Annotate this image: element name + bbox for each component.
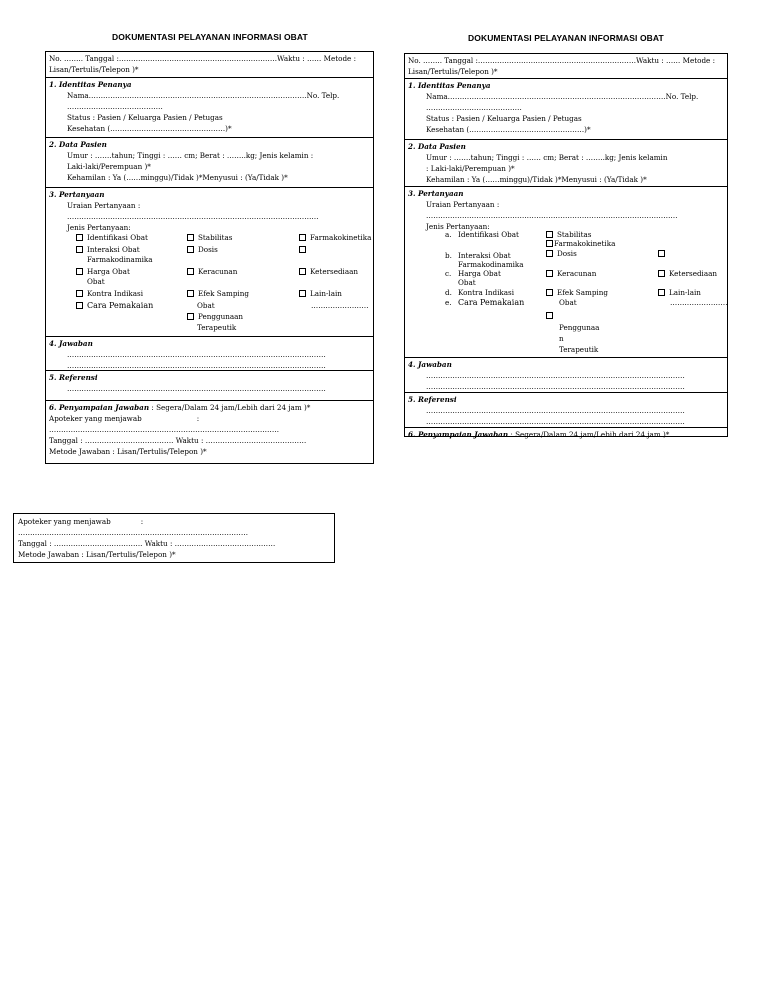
option-letter: d. [445,288,452,297]
checkbox-icon[interactable] [76,268,83,275]
option-kontra: Kontra Indikasi [458,288,515,297]
right-form [404,53,728,437]
section-heading: 2. Data Pasien [49,140,107,149]
option-lainlain[interactable] [658,288,701,298]
header-row [46,52,373,78]
referensi-dots: ……………………………………………………………………………………………… [426,417,685,426]
option-label: Lain-lain [310,289,342,298]
kehamilan-field: Kehamilan : Ya (……minggu)/Tidak )*Menyusui : (Ya/Tidak )* [426,175,647,184]
checkbox-icon[interactable] [187,290,194,297]
option-subtext: Obat [87,277,105,286]
section-identitas [405,79,727,140]
checkbox-icon[interactable] [187,268,194,275]
option-letter: c. [445,269,452,278]
option-cara: Cara Pemakaian [458,298,525,307]
option-label: Efek Samping [557,288,608,297]
option-kontra[interactable] [76,289,143,299]
jawaban-dots: ……………………………………………………………………………………………… [67,361,326,370]
option-label: Stabilitas [198,233,233,242]
umur-field: Umur : …….tahun; Tinggi : …… cm; Berat : ……..kg; Jenis kelamin : [67,151,314,160]
uraian-label: Uraian Pertanyaan : [67,201,141,210]
status-field: Status : Pasien / Keluarga Pasien / Petugas [426,114,582,123]
apoteker-label: Apoteker yang menjawab [18,517,111,526]
section-jawaban [46,337,373,371]
checkbox-icon[interactable] [299,234,306,241]
jenis-label: Jenis Pertanyaan: [67,223,131,232]
option-label: Keracunan [198,267,238,276]
checkbox-icon[interactable] [76,246,83,253]
colon: : [196,414,200,423]
apoteker-box [13,513,335,563]
option-label: Dosis [557,249,577,258]
apoteker-dots: …………………………………………………………………………………… [49,425,279,434]
apoteker-dots: …………………………………………………………………………………… [18,528,248,537]
section-heading: 6. Penyampaian Jawaban [408,430,509,439]
uraian-dots: …………………………………………………………………………………………… [426,211,678,220]
option-cara[interactable] [76,301,153,311]
option-keracunan[interactable] [187,267,237,277]
option-interaksi[interactable] [76,245,140,255]
referensi-dots: ……………………………………………………………………………………………… [67,384,326,393]
option-subtext: Terapeutik [197,323,237,332]
metode-line: Metode Jawaban : Lisan/Tertulis/Telepon )* [49,447,207,456]
checkbox-icon[interactable] [546,312,553,319]
checkbox-icon[interactable] [299,290,306,297]
option-identifikasi[interactable] [76,233,148,243]
header-line-1: No. …….. Tanggal :…………………………………………………………Waktu : …… Metode : [49,54,357,63]
section-heading: 3. Pertanyaan [49,190,105,199]
section-identitas [46,78,373,138]
option-dosis[interactable] [187,245,218,255]
jawaban-dots: ……………………………………………………………………………………………… [426,382,685,391]
option-label: Keracunan [557,269,597,278]
checkbox-icon[interactable] [299,246,306,253]
apoteker-line [49,413,370,424]
option-label: Stabilitas [557,230,592,239]
header-row [405,54,727,79]
section-pertanyaan [405,187,727,358]
jawaban-dots: ……………………………………………………………………………………………… [426,371,685,380]
jenis-kelamin-field: : Laki-laki/Perempuan )* [426,164,515,173]
section-heading: 5. Referensi [408,395,457,404]
penyampaian-text: : Segera/Dalam 24 jam/Lebih dari 24 jam )* [508,430,670,439]
option-subtext: Obat [197,301,215,310]
section-heading: 1. Identitas Penanya [408,81,491,90]
option-label: Interaksi Obat [87,245,140,254]
jenis-kelamin-field: Laki-laki/Perempuan )* [67,162,151,171]
header-line-2: Lisan/Tertulis/Telepon )* [408,67,498,76]
checkbox-icon[interactable] [658,289,665,296]
kesehatan-field: Kesehatan (…………………………………………)* [67,124,232,133]
colon: : [140,517,144,526]
umur-field: Umur : …….tahun; Tinggi : …… cm; Berat : ……..kg; Jenis kelamin [426,153,668,162]
jawaban-dots: ……………………………………………………………………………………………… [67,350,326,359]
option-harga[interactable] [76,267,130,277]
option-ketersediaan[interactable] [658,269,717,279]
left-form-title: DOKUMENTASI PELAYANAN INFORMASI OBAT [112,32,308,42]
option-label: Ketersediaan [310,267,359,276]
option-farmakokinetika[interactable] [299,233,371,243]
nama-field: Nama……………………………………………………………………………….No. Telp. [426,92,699,101]
kehamilan-field: Kehamilan : Ya (……minggu)/Tidak )*Menyusui : (Ya/Tidak )* [67,173,288,182]
uraian-dots: …………………………………………………………………………………………… [67,212,319,221]
checkbox-icon[interactable] [187,234,194,241]
lain-dots: …………………… [311,301,369,310]
option-label: Cara Pemakaian [87,301,154,310]
option-label: Farmakokinetika [310,233,372,242]
kesehatan-field: Kesehatan (…………………………………………)* [426,125,591,134]
option-subtext: Penggunaa [559,323,600,332]
checkbox-icon[interactable] [546,231,553,238]
apoteker-line [18,516,330,527]
option-keracunan[interactable] [546,269,596,279]
option-label: Efek Samping [198,289,249,298]
checkbox-icon[interactable] [546,270,553,277]
option-letter: a. [445,230,452,239]
lain-dots: …………………… [670,298,728,307]
option-label: Lain-lain [669,288,701,297]
option-dosis[interactable] [546,249,577,259]
section-data-pasien [46,138,373,188]
checkbox-icon[interactable] [546,289,553,296]
option-penggunaan[interactable] [187,312,243,322]
section-penyampaian [46,401,373,463]
option-label: Dosis [198,245,218,254]
checkbox-icon[interactable] [187,313,194,320]
section-heading: 2. Data Pasien [408,142,466,151]
option-label: Harga Obat [87,267,130,276]
checkbox-icon[interactable] [187,246,194,253]
option-label: Farmakokinetika [554,239,616,248]
header-line-2: Lisan/Tertulis/Telepon )* [49,65,139,74]
option-stabilitas[interactable] [187,233,232,243]
status-field: Status : Pasien / Keluarga Pasien / Petugas [67,113,223,122]
referensi-dots: ……………………………………………………………………………………………… [426,406,685,415]
left-form [45,51,374,464]
section-heading: 1. Identitas Penanya [49,80,132,89]
option-label: Penggunaan [198,312,244,321]
option-farmakokinetika[interactable] [546,239,615,249]
option-harga: Harga Obat [458,269,501,278]
option-lainlain[interactable] [299,289,342,299]
apoteker-label: Apoteker yang menjawab [49,414,142,423]
tanggal-line: Tanggal : ………………………………. Waktu : …………………………………… [49,436,307,445]
option-empty[interactable] [299,245,310,255]
section-jawaban [405,358,727,393]
penyampaian-text: : Segera/Dalam 24 jam/Lebih dari 24 jam )* [149,403,311,412]
option-empty[interactable] [658,249,669,259]
section-heading: 4. Jawaban [408,360,452,369]
option-subtext: Farmakodinamika [458,260,524,269]
jenis-grid [49,233,370,331]
section-referensi [405,393,727,428]
checkbox-icon[interactable] [299,268,306,275]
option-identifikasi: Identifikasi Obat [458,230,519,239]
option-subtext: Obat [559,298,577,307]
option-interaksi: Interaksi Obat [458,251,511,260]
section-pertanyaan [46,188,373,337]
option-label: Kontra Indikasi [87,289,144,298]
section-heading: 4. Jawaban [49,339,93,348]
option-label: Identifikasi Obat [87,233,148,242]
checkbox-icon[interactable] [658,250,665,257]
right-form-title: DOKUMENTASI PELAYANAN INFORMASI OBAT [468,33,664,43]
nama-field: Nama……………………………………………………………………………….No. Telp. [67,91,340,100]
checkbox-icon[interactable] [76,234,83,241]
jenis-grid [408,230,728,354]
uraian-label: Uraian Pertanyaan : [426,200,500,209]
section-heading: 6. Penyampaian Jawaban [49,403,150,412]
option-subtext: Terapeutik [559,345,599,354]
option-letter: e. [445,298,452,307]
dots-line: …………………………………. [67,102,163,111]
checkbox-icon[interactable] [76,290,83,297]
option-subtext: n [559,334,564,343]
option-ketersediaan[interactable] [299,267,358,277]
checkbox-icon[interactable] [658,270,665,277]
option-letter: b. [445,251,452,260]
option-penggunaan[interactable] [546,311,557,321]
section-referensi [46,371,373,401]
section-heading: 5. Referensi [49,373,98,382]
checkbox-icon[interactable] [546,240,553,247]
option-label: Ketersediaan [669,269,718,278]
option-efek[interactable] [187,289,249,299]
checkbox-icon[interactable] [546,250,553,257]
section-heading: 3. Pertanyaan [408,189,464,198]
option-efek[interactable] [546,288,608,298]
header-line-1: No. …….. Tanggal :…………………………………………………………Waktu : …… Metode : [408,56,716,65]
section-penyampaian [405,428,727,438]
section-data-pasien [405,140,727,187]
jenis-label: Jenis Pertanyaan: [426,222,490,231]
checkbox-icon[interactable] [76,302,83,309]
metode-line: Metode Jawaban : Lisan/Tertulis/Telepon )* [18,550,176,559]
dots-line: …………………………………. [426,103,522,112]
option-subtext: Farmakodinamika [87,255,153,264]
tanggal-line: Tanggal : ………………………………. Waktu : …………………………………… [18,539,276,548]
option-subtext: Obat [458,278,476,287]
